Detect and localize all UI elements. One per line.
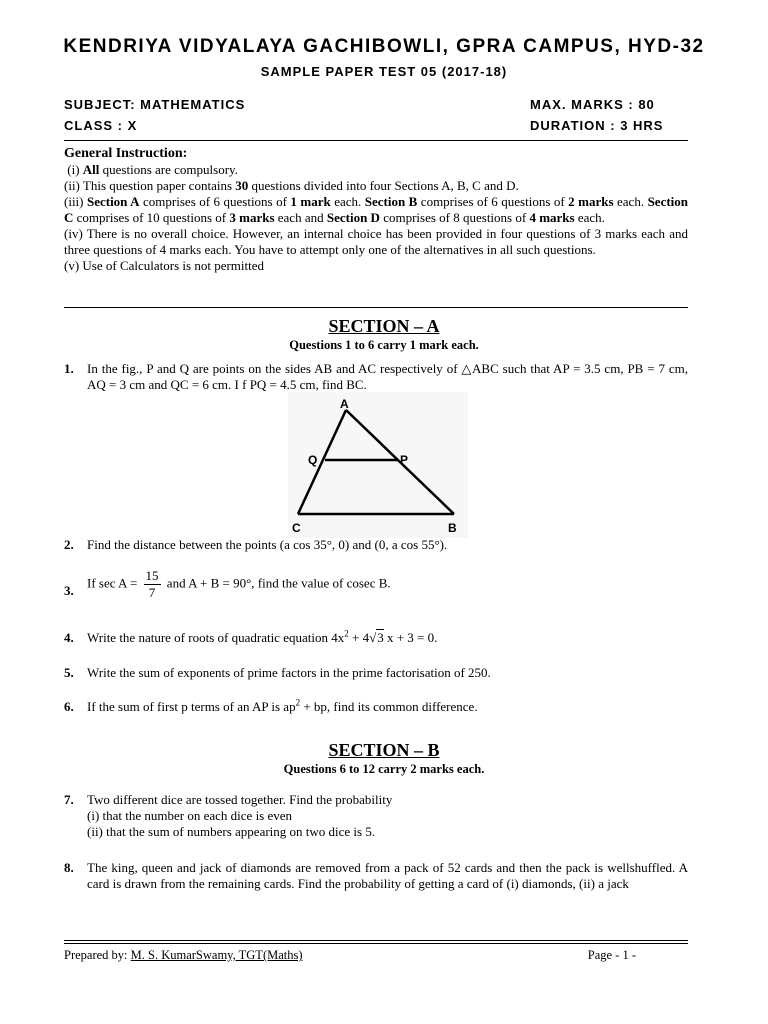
question-number: 5.: [64, 665, 74, 680]
question-7: [64, 792, 688, 840]
question-text: If sec A = $\frac{15}{7}$ and A + B = 90°, find the value of cosec B.: [87, 568, 391, 600]
question-4: [64, 630, 688, 646]
prepared-label: Prepared by:: [64, 948, 131, 962]
subject: SUBJECT: MATHEMATICS: [64, 97, 246, 112]
question-2: [64, 537, 688, 553]
class: CLASS : X: [64, 118, 138, 133]
max-marks: MAX. MARKS : 80: [530, 97, 655, 112]
question-number: 7.: [64, 792, 74, 807]
fraction: $\frac{15}{7}$: [145, 568, 159, 600]
question-5: [64, 665, 688, 681]
general-instructions: [64, 146, 688, 274]
question-text: In the fig., P and Q are points on the sides AB and AC respectively of △ABC such that AP = 3.5 cm, PB = 7 cm, AQ = 3 cm and QC = 6 cm. I f PQ = 4.5 cm, find BC.: [87, 361, 688, 392]
label-q: Q: [308, 453, 318, 467]
question-1: [64, 361, 688, 393]
question-number: 1.: [64, 361, 74, 376]
footer: [64, 948, 688, 963]
instructions-divider: [64, 307, 688, 308]
question-number: 8.: [64, 860, 74, 875]
duration: DURATION : 3 HRS: [530, 118, 664, 133]
school-name: KENDRIYA VIDYALAYA GACHIBOWLI, GPRA CAMPUS, HYD-32: [63, 36, 705, 57]
question-text: Find the distance between the points (a cos 35°, 0) and (0, a cos 55°).: [87, 537, 448, 552]
instruction-iv: (iv) There is no overall choice. However, an internal choice has been provided in four questions of 3 marks each and three questions of 4 marks each. You have to attempt only one of the alternatives in all such questions.: [64, 226, 688, 257]
header-divider: [64, 140, 688, 141]
label-b: B: [448, 521, 457, 535]
instruction-v: (v) Use of Calculators is not permitted: [64, 258, 265, 273]
paper-title: SAMPLE PAPER TEST 05 (2017-18): [260, 64, 508, 79]
author: M. S. KumarSwamy, TGT(Maths): [130, 948, 303, 962]
question-3: [64, 568, 688, 601]
label-a: A: [340, 397, 349, 411]
label-p: P: [400, 453, 409, 467]
instructions-heading: General Instruction:: [64, 146, 188, 161]
section-b-title: SECTION – B: [328, 740, 440, 760]
question-number: 3.: [64, 583, 74, 598]
section-a-subtitle: Questions 1 to 6 carry 1 mark each.: [289, 338, 479, 352]
instruction-i: (i) All questions are compulsory.: [67, 162, 238, 177]
footer-divider-2: [64, 943, 688, 944]
instruction-iii: (iii) Section A comprises of 6 questions of 1 mark each. Section B comprises of 6 questions of 2 marks each. Section C comprises of 10 questions of 3 marks each and Section D comprises of 8 questions of 4 marks each.: [64, 194, 689, 225]
footer-divider-1: [64, 940, 688, 941]
question-text: Write the sum of exponents of prime factors in the prime factorisation of 250.: [87, 665, 491, 680]
section-a-title: SECTION – A: [328, 316, 440, 336]
question-8: [64, 860, 688, 892]
question-text: If the sum of first p terms of an AP is $ap^2$ + bp, find its common difference.: [87, 697, 478, 714]
question-number: 2.: [64, 537, 74, 552]
question-text: The king, queen and jack of diamonds are removed from a pack of 52 cards and then the pack is wellshuffled. A card is drawn from the remaining cards. Find the probability of getting a card of (i) diamonds, (ii) a jack: [87, 860, 688, 891]
page-number: Page - 1 -: [587, 948, 636, 962]
label-c: C: [292, 521, 301, 535]
triangle-figure: [288, 392, 468, 538]
question-number: 6.: [64, 699, 74, 714]
question-text: Write the nature of roots of quadratic equation $4x^2 + 4√3$ x + 3 = 0.: [87, 628, 438, 645]
instruction-ii: (ii) This question paper contains 30 questions divided into four Sections A, B, C and D.: [64, 178, 519, 193]
section-b-subtitle: Questions 6 to 12 carry 2 marks each.: [283, 762, 485, 776]
question-6: [64, 699, 688, 715]
question-text: Two different dice are tossed together. Find the probability (i) that the number on each dice is even (ii) that the sum of numbers appearing on two dice is 5.: [87, 792, 393, 839]
question-number: 4.: [64, 630, 74, 645]
